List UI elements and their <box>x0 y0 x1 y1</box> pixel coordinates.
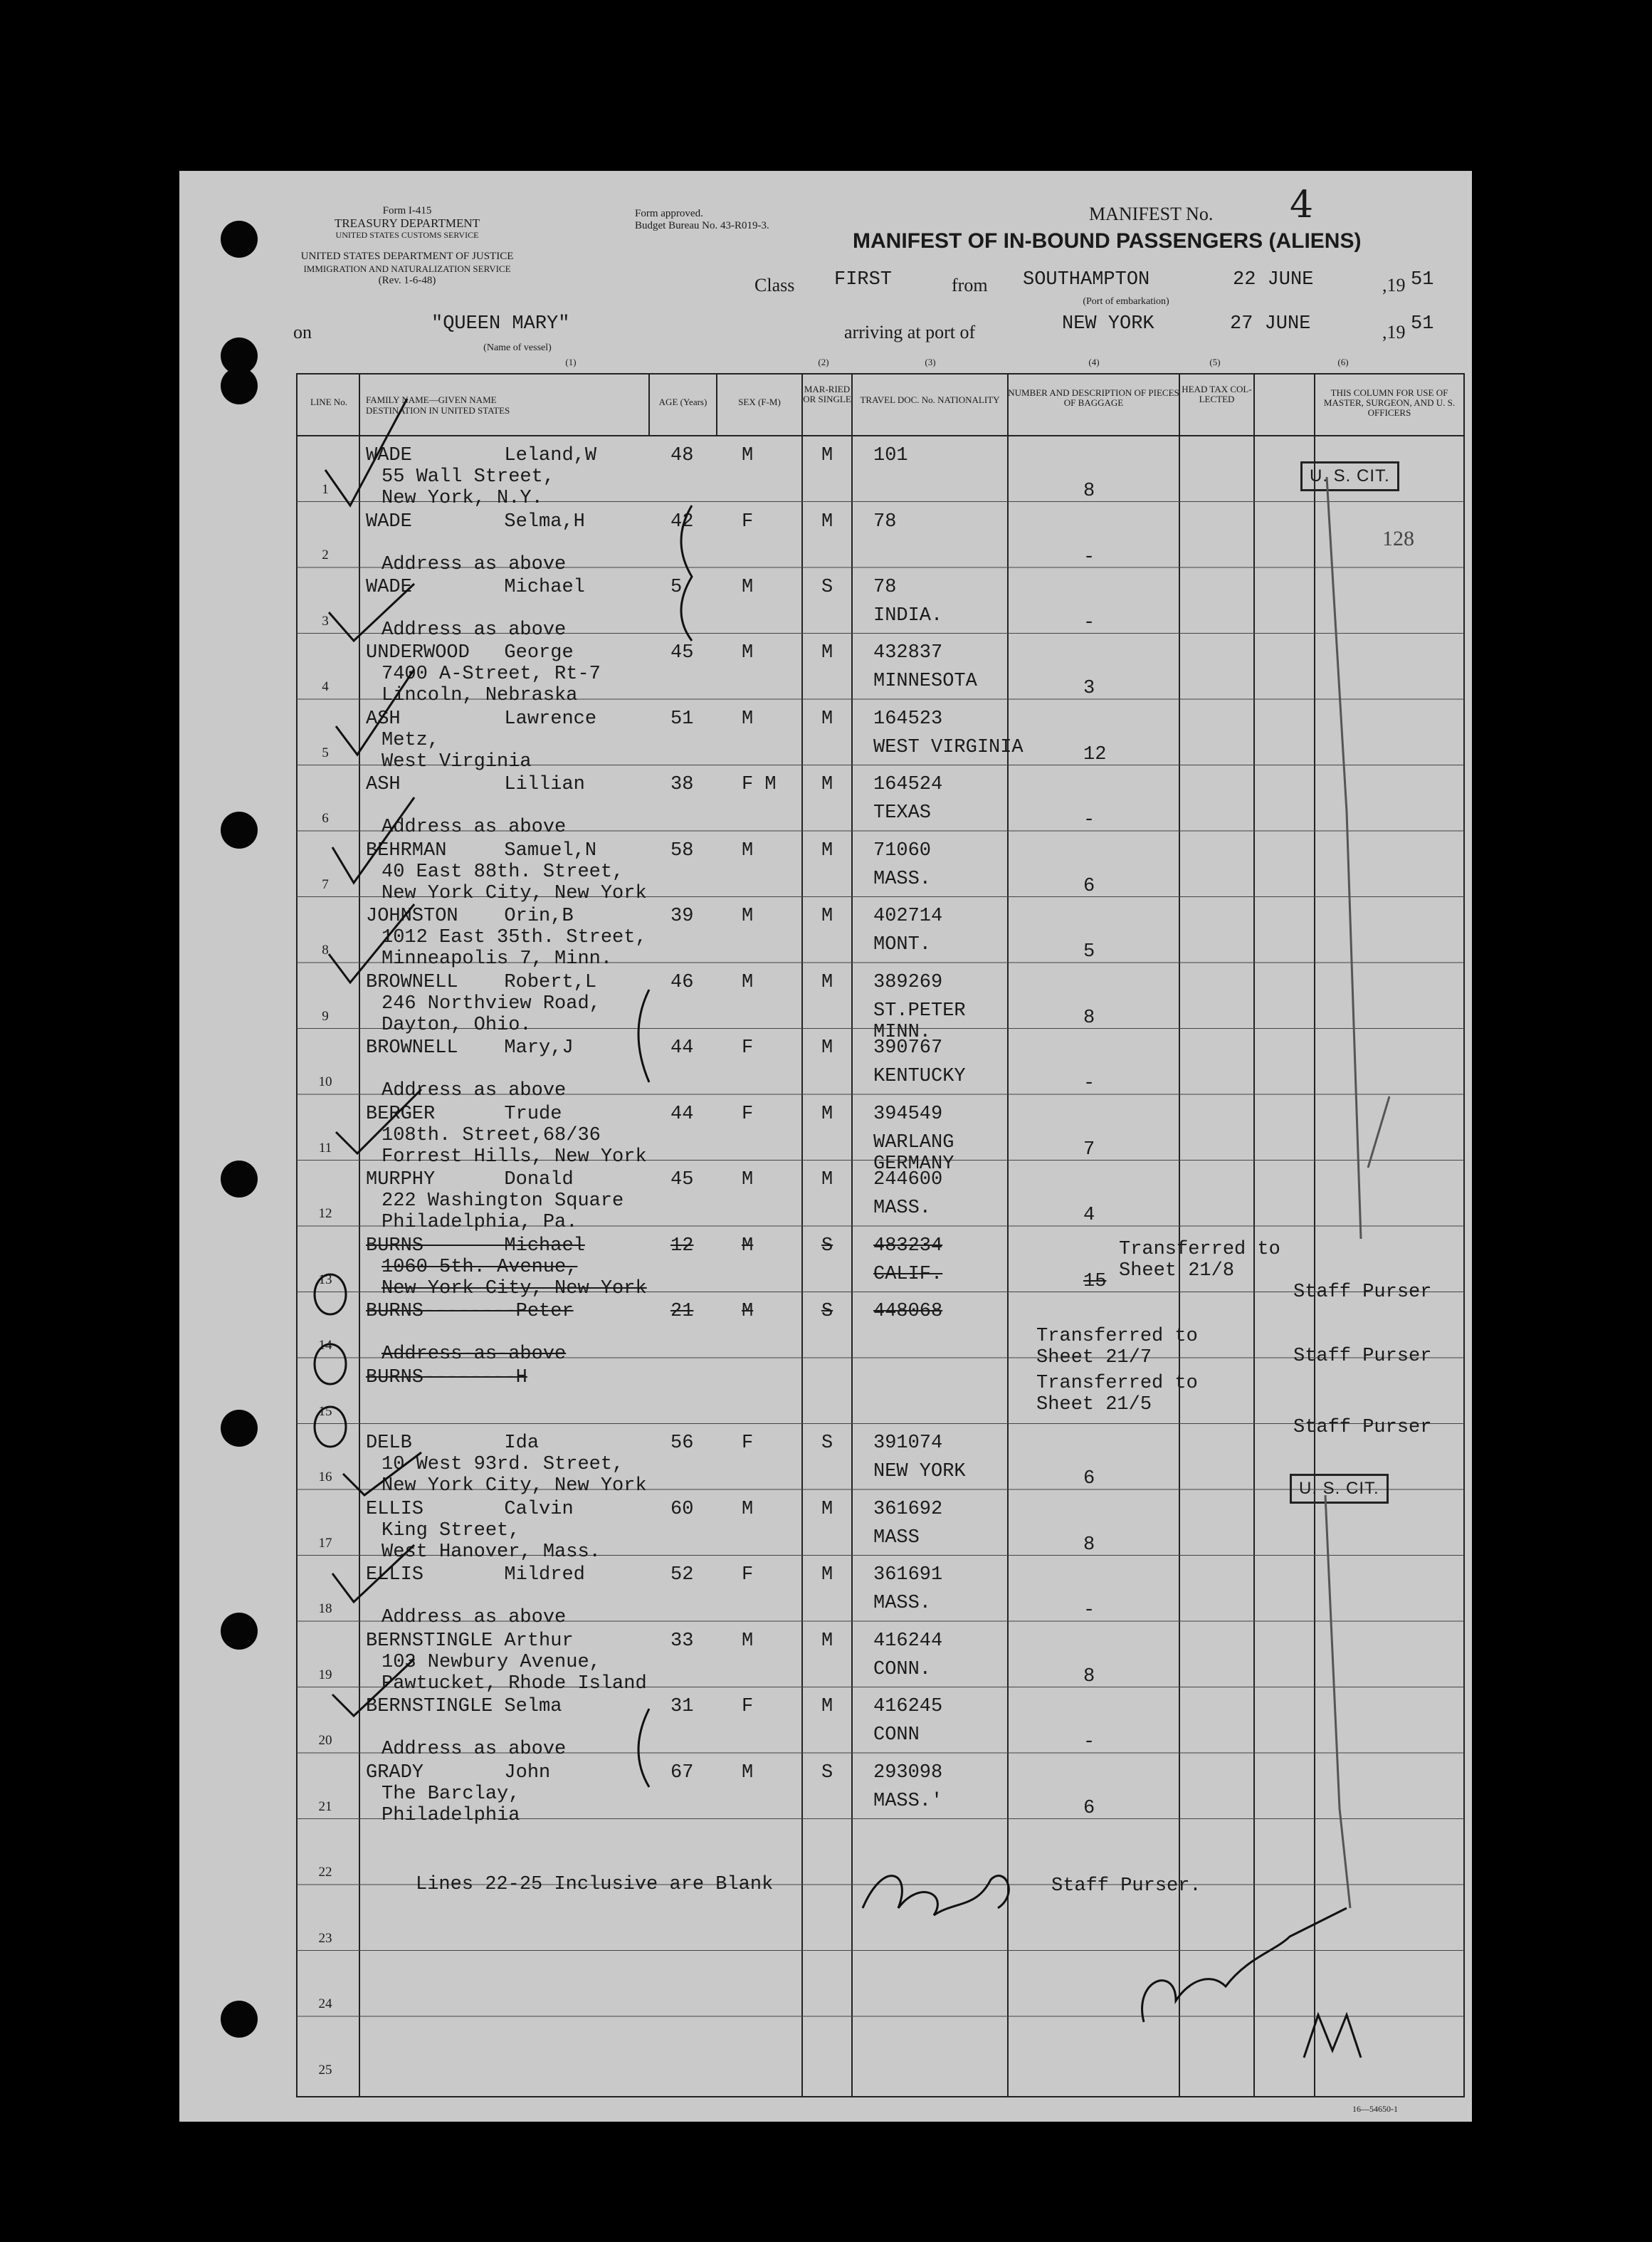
passenger-baggage-count: 3 <box>1083 678 1095 699</box>
passenger-nationality: INDIA. <box>873 605 943 627</box>
transfer-note: Transferred to <box>1036 1326 1198 1347</box>
passenger-address: Minneapolis 7, Minn. <box>382 948 613 970</box>
passenger-travel-doc: 390767 <box>873 1037 943 1059</box>
passenger-address: New York City, New York <box>382 1475 647 1497</box>
passenger-name: BERGER Trude <box>366 1104 562 1125</box>
passenger-marital-status: M <box>821 1104 833 1125</box>
passenger-marital-status: S <box>821 1235 833 1257</box>
passenger-travel-doc: 416244 <box>873 1630 943 1652</box>
passenger-baggage-count: 6 <box>1083 1798 1095 1819</box>
passenger-marital-status: M <box>821 445 833 466</box>
passenger-baggage-count: 8 <box>1083 1666 1095 1687</box>
check-mark <box>343 1452 421 1495</box>
manifest-sheet <box>179 171 1472 2122</box>
passenger-sex: F <box>742 1696 754 1717</box>
passenger-name: BURNS Michael <box>366 1235 585 1257</box>
passenger-sex: F M <box>742 774 777 795</box>
passenger-address: Address-as-above <box>382 1343 567 1365</box>
passenger-sex: F <box>742 1037 754 1059</box>
passenger-address: Forrest Hills, New York <box>382 1146 647 1168</box>
passenger-address: West Virginia <box>382 751 532 772</box>
passenger-sex: M <box>742 708 754 730</box>
passenger-marital-status: M <box>821 840 833 861</box>
vessel-name: "QUEEN MARY" <box>431 313 570 335</box>
line-number: 24 <box>318 1996 332 2011</box>
passenger-name: JOHNSTON Orin,B <box>366 906 574 927</box>
passenger-nationality: MASS. <box>873 1198 932 1219</box>
line-number: 18 <box>318 1601 332 1616</box>
us-citizen-stamp: U. S. CIT. <box>1300 461 1399 491</box>
passenger-nationality: CALIF. <box>873 1264 943 1285</box>
passenger-marital-status: M <box>821 708 833 730</box>
passenger-name: BERNSTINGLE Arthur <box>366 1630 574 1652</box>
passenger-baggage-count: 8 <box>1083 1007 1095 1029</box>
passenger-travel-doc: 389269 <box>873 972 943 993</box>
passenger-marital-status: M <box>821 1037 833 1059</box>
passenger-baggage-count: 5 <box>1083 941 1095 963</box>
form-rev: (Rev. 1-6-48) <box>378 275 436 286</box>
col-header-baggage: NUMBER AND DESCRIPTION OF PIECES OF BAGGAGE <box>1008 387 1179 408</box>
passenger-sex: M <box>742 1762 754 1783</box>
passenger-sex: M <box>742 1301 754 1322</box>
line-number: 2 <box>322 548 329 562</box>
passenger-age: 44 <box>670 1104 694 1125</box>
arriving-label: arriving at port of <box>844 322 976 342</box>
col-header-travel-doc: TRAVEL DOC. No. NATIONALITY <box>860 394 1000 405</box>
departure-year: 51 <box>1411 269 1434 290</box>
passenger-age: 51 <box>670 708 694 730</box>
col-header-head-tax: HEAD TAX COL-LECTED <box>1182 384 1252 404</box>
passenger-baggage-count: 4 <box>1083 1205 1095 1226</box>
blank-lines-note: Lines 22-25 Inclusive are Blank <box>416 1874 774 1895</box>
passenger-address: 10 West 93rd. Street, <box>382 1454 624 1475</box>
line-number: 9 <box>322 1008 329 1024</box>
col-header-married: MAR-RIED OR SINGLE <box>803 384 851 404</box>
manifest-title: MANIFEST OF IN-BOUND PASSENGERS (ALIENS) <box>853 229 1362 253</box>
manifest-no-value: 4 <box>1290 184 1314 226</box>
form-service: UNITED STATES CUSTOMS SERVICE <box>335 230 479 240</box>
passenger-sex: F <box>742 1564 754 1586</box>
passenger-travel-doc: 391074 <box>873 1432 943 1454</box>
handwritten-marks <box>179 171 1472 2122</box>
passenger-address: 55 Wall Street, <box>382 466 555 488</box>
passenger-travel-doc: 244600 <box>873 1169 943 1190</box>
line-number: 14 <box>318 1338 332 1353</box>
line-number: 20 <box>318 1733 332 1748</box>
passenger-address: New York, N.Y. <box>382 488 543 509</box>
from-label: from <box>952 275 988 295</box>
passenger-age: 56 <box>670 1432 694 1454</box>
arrival-year: 51 <box>1411 313 1434 335</box>
passenger-nationality: TEXAS <box>873 802 932 824</box>
passenger-address: Address as above <box>382 817 567 838</box>
form-justice: UNITED STATES DEPARTMENT OF JUSTICE <box>300 251 514 262</box>
passenger-travel-doc: 293098 <box>873 1762 943 1783</box>
passenger-nationality: NEW YORK <box>873 1461 966 1482</box>
passenger-baggage-count: - <box>1083 1600 1095 1621</box>
manifest-no-label: MANIFEST No. <box>1089 204 1214 224</box>
passenger-address: Address as above <box>382 554 567 575</box>
passenger-address: King Street, <box>382 1520 520 1541</box>
passenger-nationality: MONT. <box>873 934 932 955</box>
form-ins: IMMIGRATION AND NATURALIZATION SERVICE <box>303 263 511 274</box>
passenger-sex: M <box>742 642 754 664</box>
col-header-destination: DESTINATION IN UNITED STATES <box>366 405 510 416</box>
passenger-name: ELLIS Calvin <box>366 1499 574 1520</box>
passenger-travel-doc: 402714 <box>873 906 943 927</box>
form-dept: TREASURY DEPARTMENT <box>334 216 480 230</box>
passenger-baggage-count: - <box>1083 1732 1095 1753</box>
passenger-age: 5 <box>670 577 683 598</box>
year-prefix: ,19 <box>1382 322 1406 342</box>
passenger-age: 21 <box>670 1301 694 1322</box>
passenger-name: ELLIS Mildred <box>366 1564 585 1586</box>
passenger-nationality: KENTUCKY <box>873 1066 966 1087</box>
passenger-sex: M <box>742 840 754 861</box>
passenger-address: 246 Northview Road, <box>382 993 601 1015</box>
port-of-arrival-value: NEW YORK <box>1062 313 1154 335</box>
line-number: 8 <box>322 943 329 958</box>
passenger-travel-doc: 164524 <box>873 774 943 795</box>
passenger-travel-doc: 78 <box>873 511 897 533</box>
passenger-marital-status: S <box>821 1301 833 1322</box>
passenger-sex: F <box>742 511 754 533</box>
passenger-address: Lincoln, Nebraska <box>382 685 578 706</box>
col-header-name: FAMILY NAME—GIVEN NAME <box>366 394 497 405</box>
passenger-marital-status: M <box>821 1499 833 1520</box>
passenger-marital-status: M <box>821 906 833 927</box>
passenger-nationality: MINNESOTA <box>873 671 977 692</box>
passenger-address: 108th. Street,68/36 <box>382 1125 601 1146</box>
passenger-address: 222 Washington Square <box>382 1190 624 1212</box>
passenger-travel-doc: 164523 <box>873 708 943 730</box>
line-number: 7 <box>322 876 329 892</box>
passenger-age: 52 <box>670 1564 694 1586</box>
col-number: (5) <box>1209 357 1221 367</box>
passenger-address: Metz, <box>382 730 440 751</box>
passenger-name: GRADY John <box>366 1762 551 1783</box>
passenger-nationality: MASS. <box>873 869 932 890</box>
passenger-baggage-count: - <box>1083 810 1095 831</box>
line-number: 12 <box>318 1206 332 1221</box>
passenger-baggage-count: 6 <box>1083 1468 1095 1489</box>
passenger-baggage-count: 12 <box>1083 744 1107 765</box>
passenger-travel-doc: 432837 <box>873 642 943 664</box>
passenger-address: 7400 A-Street, Rt-7 <box>382 664 601 685</box>
passenger-name: UNDERWOOD George <box>366 642 574 664</box>
passenger-name: WADE Michael <box>366 577 585 598</box>
passenger-sex: F <box>742 1432 754 1454</box>
passenger-age: 48 <box>670 445 694 466</box>
passenger-baggage-count: - <box>1083 612 1095 634</box>
passenger-marital-status: M <box>821 1630 833 1652</box>
form-number: Form I-415 <box>382 205 432 216</box>
line-number: 23 <box>318 1930 332 1946</box>
passenger-sex: M <box>742 1169 754 1190</box>
page-number: 128 <box>1382 527 1414 550</box>
staff-purser-signature-label: Staff Purser. <box>1051 1875 1201 1897</box>
port-embark-caption: (Port of embarkation) <box>1083 296 1169 307</box>
line-number: 1 <box>322 481 329 497</box>
col-number: (4) <box>1088 357 1100 367</box>
passenger-age: 39 <box>670 906 694 927</box>
class-value: FIRST <box>834 269 893 290</box>
passenger-travel-doc: 448068 <box>873 1301 943 1322</box>
port-of-embarkation-value: SOUTHAMPTON <box>1023 269 1150 290</box>
passenger-age: 12 <box>670 1235 694 1257</box>
passenger-travel-doc: 71060 <box>873 840 932 861</box>
passenger-address: West Hanover, Mass. <box>382 1541 601 1563</box>
passenger-marital-status: S <box>821 1762 833 1783</box>
passenger-age: 45 <box>670 1169 694 1190</box>
passenger-name: BROWNELL Mary,J <box>366 1037 574 1059</box>
passenger-marital-status: M <box>821 1696 833 1717</box>
passenger-nationality: GERMANY <box>873 1153 954 1175</box>
line-number: 10 <box>318 1074 332 1089</box>
passenger-marital-status: M <box>821 972 833 993</box>
passenger-age: 58 <box>670 840 694 861</box>
passenger-baggage-count: 8 <box>1083 1534 1095 1556</box>
passenger-address: New York City, New York <box>382 883 647 904</box>
transfer-note: Sheet 21/8 <box>1119 1260 1235 1282</box>
passenger-travel-doc: 101 <box>873 445 908 466</box>
passenger-address: Address as above <box>382 1607 567 1628</box>
line-number: 21 <box>318 1798 332 1814</box>
passenger-marital-status: M <box>821 774 833 795</box>
passenger-travel-doc: 416245 <box>873 1696 943 1717</box>
on-label: on <box>293 322 312 342</box>
line-number: 16 <box>318 1470 332 1484</box>
check-mark <box>325 399 407 506</box>
passenger-marital-status: M <box>821 1564 833 1586</box>
passenger-sex: F <box>742 1104 754 1125</box>
passenger-age: 42 <box>670 511 694 533</box>
form-code: 16—54650-1 <box>1352 2104 1398 2114</box>
passenger-travel-doc: 78 <box>873 577 897 598</box>
passenger-baggage-count: - <box>1083 547 1095 568</box>
passenger-travel-doc: 483234 <box>873 1235 943 1257</box>
passenger-sex: M <box>742 577 754 598</box>
passenger-nationality: ST.PETER <box>873 1000 966 1022</box>
passenger-name: DELB Ida <box>366 1432 540 1454</box>
line-number: 6 <box>322 811 329 826</box>
passenger-age: 33 <box>670 1630 694 1652</box>
passenger-age: 67 <box>670 1762 694 1783</box>
passenger-address: 1060 5th. Avenue, <box>382 1257 578 1278</box>
passenger-address: New York City, New York <box>382 1278 647 1299</box>
passenger-baggage-count: 15 <box>1083 1271 1107 1292</box>
passenger-nationality: MASS. <box>873 1593 932 1614</box>
passenger-nationality: WEST VIRGINIA <box>873 737 1024 758</box>
passenger-baggage-count: 6 <box>1083 876 1095 897</box>
passenger-name: BURNS--------Peter <box>366 1301 574 1322</box>
passenger-name: WADE Leland,W <box>366 445 597 466</box>
transfer-note: Sheet 21/7 <box>1036 1347 1152 1368</box>
passenger-age: 45 <box>670 642 694 664</box>
line-number: 15 <box>318 1403 332 1419</box>
passenger-nationality: MASS <box>873 1527 920 1549</box>
passenger-name: WADE Selma,H <box>366 511 585 533</box>
passenger-name: BURNS--------H <box>366 1367 527 1388</box>
passenger-name: ASH Lawrence <box>366 708 597 730</box>
passenger-address: Address as above <box>382 1080 567 1101</box>
passenger-address: 1012 East 35th. Street, <box>382 927 647 948</box>
line-number: 4 <box>322 679 329 694</box>
passenger-name: BEHRMAN Samuel,N <box>366 840 597 861</box>
departure-date: 22 JUNE <box>1233 269 1314 290</box>
passenger-marital-status: M <box>821 1169 833 1190</box>
col-number: (6) <box>1337 357 1349 367</box>
line-number: 17 <box>318 1535 332 1551</box>
check-mark <box>332 1659 414 1716</box>
check-mark <box>336 669 414 755</box>
passenger-marital-status: S <box>821 1432 833 1454</box>
col-number: (3) <box>925 357 936 367</box>
passenger-sex: M <box>742 906 754 927</box>
check-mark <box>329 904 414 983</box>
us-citizen-stamp: U. S. CIT. <box>1290 1474 1389 1504</box>
line-number: 22 <box>318 1865 332 1880</box>
passenger-name: BERNSTINGLE Selma <box>366 1696 562 1717</box>
check-mark <box>329 584 414 641</box>
passenger-travel-doc: 394549 <box>873 1104 943 1125</box>
passenger-marital-status: S <box>821 577 833 598</box>
passenger-nationality: CONN <box>873 1724 920 1746</box>
line-number: 13 <box>318 1272 332 1287</box>
form-approved: Form approved. <box>635 208 703 219</box>
staff-purser-note: Staff Purser <box>1293 1417 1432 1438</box>
passenger-name: ASH Lillian <box>366 774 585 795</box>
passenger-nationality: CONN. <box>873 1659 932 1680</box>
passenger-address: Address as above <box>382 619 567 641</box>
passenger-sex: M <box>742 1499 754 1520</box>
passenger-age: 38 <box>670 774 694 795</box>
arrival-date: 27 JUNE <box>1230 313 1311 335</box>
passenger-marital-status: M <box>821 642 833 664</box>
passenger-address: Address as above <box>382 1739 567 1760</box>
col-header-line-no: LINE No. <box>310 397 347 407</box>
transfer-note: Transferred to <box>1119 1239 1280 1260</box>
passenger-sex: M <box>742 1630 754 1652</box>
passenger-age: 60 <box>670 1499 694 1520</box>
passenger-address: Pawtucket, Rhode Island <box>382 1673 647 1694</box>
passenger-nationality: MASS.' <box>873 1791 943 1812</box>
check-mark <box>336 1089 421 1153</box>
passenger-age: 44 <box>670 1037 694 1059</box>
passenger-address: Philadelphia <box>382 1805 520 1826</box>
passenger-sex: M <box>742 1235 754 1257</box>
vessel-caption: (Name of vessel) <box>483 342 552 353</box>
line-number: 25 <box>318 2062 332 2078</box>
passenger-address: Philadelphia, Pa. <box>382 1212 578 1233</box>
passenger-address: The Barclay, <box>382 1783 520 1805</box>
transfer-note: Sheet 21/5 <box>1036 1394 1152 1415</box>
staff-purser-note: Staff Purser <box>1293 1346 1432 1367</box>
staff-purser-note: Staff Purser <box>1293 1282 1432 1303</box>
col-number: (2) <box>818 357 829 367</box>
col-number: (1) <box>565 357 577 367</box>
passenger-nationality: WARLANG <box>873 1132 954 1153</box>
line-number: 5 <box>322 745 329 760</box>
line-number: 3 <box>322 613 329 629</box>
passenger-travel-doc: 361691 <box>873 1564 943 1586</box>
passenger-baggage-count: 8 <box>1083 481 1095 502</box>
col-header-officers: THIS COLUMN FOR USE OF MASTER, SURGEON, AND U. S. OFFICERS <box>1323 387 1456 418</box>
col-header-sex: SEX (F-M) <box>738 397 781 407</box>
form-budget: Budget Bureau No. 43-R019-3. <box>635 220 769 231</box>
passenger-address: 103 Newbury Avenue, <box>382 1652 601 1673</box>
col-header-age: AGE (Years) <box>658 397 707 407</box>
passenger-age: 46 <box>670 972 694 993</box>
transfer-note: Transferred to <box>1036 1373 1198 1394</box>
line-number: 19 <box>318 1667 332 1682</box>
passenger-nationality: MINN. <box>873 1022 932 1043</box>
passenger-address: Dayton, Ohio. <box>382 1015 532 1036</box>
passenger-name: BROWNELL Robert,L <box>366 972 597 993</box>
passenger-marital-status: M <box>821 511 833 533</box>
check-mark <box>332 797 414 883</box>
passenger-address: 40 East 88th. Street, <box>382 861 624 883</box>
class-label: Class <box>754 275 795 295</box>
line-number: 11 <box>318 1140 332 1156</box>
check-mark <box>332 1545 414 1602</box>
passenger-travel-doc: 361692 <box>873 1499 943 1520</box>
passenger-sex: M <box>742 972 754 993</box>
passenger-name: MURPHY Donald <box>366 1169 574 1190</box>
year-prefix: ,19 <box>1382 275 1406 295</box>
passenger-sex: M <box>742 445 754 466</box>
passenger-age: 31 <box>670 1696 694 1717</box>
passenger-baggage-count: - <box>1083 1073 1095 1094</box>
passenger-baggage-count: 7 <box>1083 1139 1095 1161</box>
